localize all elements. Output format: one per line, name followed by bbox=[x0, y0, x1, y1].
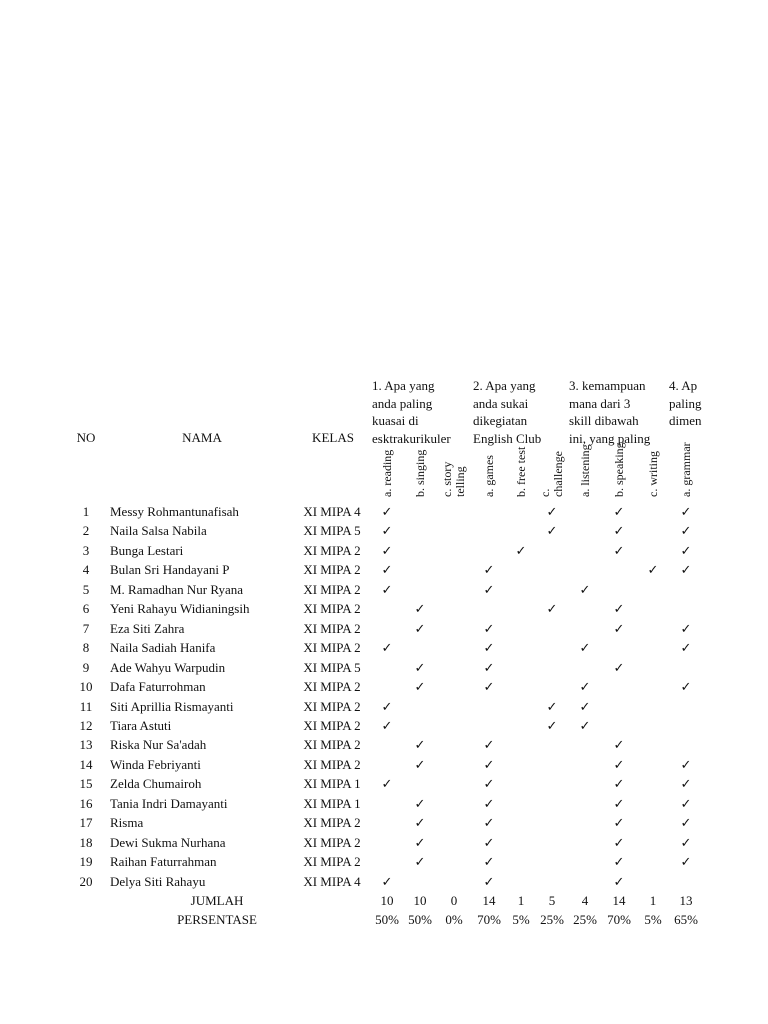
check-mark: ✓ bbox=[613, 659, 625, 675]
row-no: 17 bbox=[79, 815, 93, 831]
row-nama: Bulan Sri Handayani P bbox=[110, 562, 230, 578]
row-kelas: XI MIPA 1 bbox=[303, 795, 361, 811]
check-mark: ✓ bbox=[680, 854, 692, 870]
row-kelas: XI MIPA 2 bbox=[303, 834, 361, 850]
option-header: b. singing bbox=[412, 449, 427, 497]
row-kelas: XI MIPA 2 bbox=[303, 620, 361, 636]
check-mark: ✓ bbox=[483, 640, 495, 656]
check-mark: ✓ bbox=[579, 717, 591, 733]
check-mark: ✓ bbox=[414, 601, 426, 617]
check-mark: ✓ bbox=[414, 795, 426, 811]
check-mark: ✓ bbox=[381, 523, 393, 539]
check-mark: ✓ bbox=[613, 873, 625, 889]
row-kelas: XI MIPA 4 bbox=[303, 504, 361, 519]
jumlah-label: JUMLAH bbox=[190, 893, 244, 908]
check-mark: ✓ bbox=[483, 756, 495, 772]
check-mark: ✓ bbox=[680, 815, 692, 831]
option-header: a. grammar bbox=[678, 442, 693, 497]
header-kelas: KELAS bbox=[312, 430, 354, 445]
row-nama: Risma bbox=[110, 815, 144, 831]
row-nama: Dewi Sukma Nurhana bbox=[110, 834, 226, 850]
row-kelas: XI MIPA 2 bbox=[303, 581, 361, 597]
check-mark: ✓ bbox=[414, 834, 426, 850]
option-header: a. listening bbox=[577, 444, 592, 497]
jumlah-value: 5 bbox=[548, 893, 556, 908]
check-mark: ✓ bbox=[680, 640, 692, 656]
row-no: 18 bbox=[79, 834, 93, 850]
option-header: a. reading bbox=[379, 449, 394, 497]
check-mark: ✓ bbox=[546, 717, 558, 733]
row-no: 3 bbox=[82, 542, 90, 558]
check-mark: ✓ bbox=[381, 581, 393, 597]
jumlah-value: 1 bbox=[649, 893, 657, 908]
persentase-value: 5% bbox=[512, 912, 530, 928]
check-mark: ✓ bbox=[579, 698, 591, 714]
check-mark: ✓ bbox=[483, 873, 495, 889]
check-mark: ✓ bbox=[680, 795, 692, 811]
row-no: 5 bbox=[82, 581, 90, 597]
row-kelas: XI MIPA 5 bbox=[303, 659, 361, 675]
row-no: 4 bbox=[82, 562, 90, 578]
check-mark: ✓ bbox=[680, 562, 692, 578]
question-header-q2: English Club bbox=[473, 430, 542, 446]
row-kelas: XI MIPA 2 bbox=[303, 717, 361, 733]
check-mark: ✓ bbox=[680, 523, 692, 539]
option-header: a. games bbox=[481, 455, 496, 497]
check-mark: ✓ bbox=[613, 542, 625, 558]
question-header-q1: anda paling bbox=[372, 395, 433, 411]
check-mark: ✓ bbox=[483, 795, 495, 811]
check-mark: ✓ bbox=[414, 679, 426, 695]
check-mark: ✓ bbox=[613, 523, 625, 539]
option-header: telling bbox=[453, 466, 467, 497]
row-nama: Zelda Chumairoh bbox=[110, 776, 202, 792]
question-header-q1: kuasai di bbox=[372, 413, 419, 428]
check-mark: ✓ bbox=[381, 542, 393, 558]
persentase-value: 70% bbox=[477, 912, 501, 928]
question-header-q1: 1. Apa yang bbox=[372, 378, 435, 393]
question-header-q3: mana dari 3 bbox=[569, 395, 631, 411]
check-mark: ✓ bbox=[381, 873, 393, 889]
row-nama: Naila Sadiah Hanifa bbox=[110, 640, 216, 656]
option-header: c. writing bbox=[645, 451, 660, 497]
question-header-q3: 3. kemampuan bbox=[569, 378, 646, 393]
check-mark: ✓ bbox=[414, 815, 426, 831]
row-kelas: XI MIPA 2 bbox=[303, 698, 361, 714]
row-no: 13 bbox=[79, 737, 93, 753]
row-kelas: XI MIPA 1 bbox=[303, 776, 361, 792]
check-mark: ✓ bbox=[613, 601, 625, 617]
check-mark: ✓ bbox=[381, 640, 393, 656]
row-kelas: XI MIPA 2 bbox=[303, 562, 361, 578]
check-mark: ✓ bbox=[483, 834, 495, 850]
row-kelas: XI MIPA 2 bbox=[303, 756, 361, 772]
row-no: 6 bbox=[82, 601, 90, 617]
jumlah-value: 1 bbox=[517, 893, 525, 908]
row-nama: Winda Febriyanti bbox=[110, 756, 201, 772]
row-kelas: XI MIPA 2 bbox=[303, 640, 361, 656]
check-mark: ✓ bbox=[579, 679, 591, 695]
persentase-value: 25% bbox=[573, 912, 597, 928]
row-no: 2 bbox=[82, 523, 90, 539]
row-no: 19 bbox=[79, 854, 93, 870]
persentase-value: 50% bbox=[375, 912, 399, 928]
header-nama: NAMA bbox=[182, 430, 222, 445]
row-nama: Raihan Faturrahman bbox=[110, 854, 217, 870]
check-mark: ✓ bbox=[546, 504, 558, 519]
jumlah-value: 4 bbox=[581, 893, 589, 908]
row-no: 9 bbox=[82, 659, 90, 675]
check-mark: ✓ bbox=[613, 834, 625, 850]
question-header-q3: ini, yang paling bbox=[569, 430, 651, 446]
check-mark: ✓ bbox=[515, 542, 527, 558]
option-header: challenge bbox=[551, 451, 565, 497]
check-mark: ✓ bbox=[680, 504, 692, 519]
row-nama: Ade Wahyu Warpudin bbox=[110, 659, 226, 675]
row-nama: Yeni Rahayu Widianingsih bbox=[110, 601, 250, 617]
check-mark: ✓ bbox=[613, 776, 625, 792]
check-mark: ✓ bbox=[483, 737, 495, 753]
row-no: 8 bbox=[82, 640, 90, 656]
check-mark: ✓ bbox=[414, 659, 426, 675]
jumlah-value: 10 bbox=[413, 893, 427, 908]
row-nama: M. Ramadhan Nur Ryana bbox=[110, 581, 244, 597]
check-mark: ✓ bbox=[483, 581, 495, 597]
row-no: 15 bbox=[79, 776, 93, 792]
check-mark: ✓ bbox=[579, 640, 591, 656]
persentase-label: PERSENTASE bbox=[177, 912, 257, 928]
jumlah-value: 13 bbox=[679, 893, 693, 908]
row-no: 12 bbox=[79, 717, 93, 733]
row-nama: Naila Salsa Nabila bbox=[110, 523, 207, 539]
check-mark: ✓ bbox=[381, 776, 393, 792]
check-mark: ✓ bbox=[680, 620, 692, 636]
question-header-q4: dimen bbox=[669, 413, 702, 428]
question-header-q2: dikegiatan bbox=[473, 413, 528, 428]
row-kelas: XI MIPA 2 bbox=[303, 542, 361, 558]
row-nama: Delya Siti Rahayu bbox=[110, 873, 206, 889]
check-mark: ✓ bbox=[613, 815, 625, 831]
check-mark: ✓ bbox=[483, 854, 495, 870]
check-mark: ✓ bbox=[381, 562, 393, 578]
option-header: c. story bbox=[440, 461, 454, 497]
row-nama: Siti Aprillia Rismayanti bbox=[110, 698, 234, 714]
check-mark: ✓ bbox=[546, 601, 558, 617]
check-mark: ✓ bbox=[613, 756, 625, 772]
question-header-q3: skill dibawah bbox=[569, 413, 639, 428]
jumlah-value: 14 bbox=[482, 893, 496, 908]
row-no: 1 bbox=[82, 504, 90, 519]
check-mark: ✓ bbox=[680, 679, 692, 695]
check-mark: ✓ bbox=[613, 620, 625, 636]
jumlah-value: 10 bbox=[380, 893, 394, 908]
option-header: b. speaking bbox=[611, 442, 626, 497]
row-kelas: XI MIPA 2 bbox=[303, 815, 361, 831]
question-header-q4: 4. Ap bbox=[669, 378, 698, 393]
row-kelas: XI MIPA 2 bbox=[303, 737, 361, 753]
check-mark: ✓ bbox=[483, 562, 495, 578]
question-header-q2: anda sukai bbox=[473, 395, 529, 411]
check-mark: ✓ bbox=[414, 620, 426, 636]
check-mark: ✓ bbox=[483, 776, 495, 792]
question-header-q2: 2. Apa yang bbox=[473, 378, 536, 393]
check-mark: ✓ bbox=[680, 776, 692, 792]
check-mark: ✓ bbox=[483, 679, 495, 695]
check-mark: ✓ bbox=[546, 698, 558, 714]
row-kelas: XI MIPA 5 bbox=[303, 523, 361, 539]
row-nama: Eza Siti Zahra bbox=[110, 620, 185, 636]
check-mark: ✓ bbox=[546, 523, 558, 539]
check-mark: ✓ bbox=[680, 756, 692, 772]
row-kelas: XI MIPA 4 bbox=[303, 873, 361, 889]
row-nama: Riska Nur Sa'adah bbox=[110, 737, 207, 753]
check-mark: ✓ bbox=[414, 854, 426, 870]
check-mark: ✓ bbox=[483, 620, 495, 636]
check-mark: ✓ bbox=[613, 737, 625, 753]
jumlah-value: 14 bbox=[612, 893, 626, 908]
jumlah-value: 0 bbox=[450, 893, 458, 908]
row-nama: Tania Indri Damayanti bbox=[110, 795, 228, 811]
check-mark: ✓ bbox=[483, 659, 495, 675]
check-mark: ✓ bbox=[381, 717, 393, 733]
check-mark: ✓ bbox=[579, 581, 591, 597]
row-kelas: XI MIPA 2 bbox=[303, 854, 361, 870]
check-mark: ✓ bbox=[381, 698, 393, 714]
row-nama: Tiara Astuti bbox=[110, 717, 172, 733]
option-header: c. bbox=[538, 488, 552, 497]
persentase-value: 50% bbox=[408, 912, 432, 928]
row-kelas: XI MIPA 2 bbox=[303, 679, 361, 695]
persentase-value: 5% bbox=[644, 912, 662, 928]
persentase-value: 70% bbox=[607, 912, 631, 928]
check-mark: ✓ bbox=[414, 737, 426, 753]
check-mark: ✓ bbox=[647, 562, 659, 578]
row-no: 20 bbox=[79, 873, 93, 889]
check-mark: ✓ bbox=[613, 854, 625, 870]
persentase-value: 65% bbox=[674, 912, 698, 928]
row-kelas: XI MIPA 2 bbox=[303, 601, 361, 617]
check-mark: ✓ bbox=[680, 834, 692, 850]
row-nama: Messy Rohmantunafisah bbox=[110, 504, 239, 519]
check-mark: ✓ bbox=[381, 504, 393, 519]
question-header-q1: esktrakurikuler bbox=[372, 430, 451, 446]
check-mark: ✓ bbox=[414, 756, 426, 772]
check-mark: ✓ bbox=[483, 815, 495, 831]
check-mark: ✓ bbox=[613, 795, 625, 811]
row-no: 16 bbox=[79, 795, 93, 811]
row-no: 7 bbox=[82, 620, 90, 636]
question-header-q4: paling bbox=[669, 395, 702, 411]
check-mark: ✓ bbox=[680, 542, 692, 558]
header-no: NO bbox=[76, 430, 96, 445]
row-no: 11 bbox=[79, 698, 93, 714]
row-nama: Dafa Faturrohman bbox=[110, 679, 206, 695]
check-mark: ✓ bbox=[613, 504, 625, 519]
row-no: 14 bbox=[79, 756, 93, 772]
persentase-value: 25% bbox=[540, 912, 564, 928]
persentase-value: 0% bbox=[445, 912, 463, 928]
row-no: 10 bbox=[79, 679, 93, 695]
option-header: b. free test bbox=[513, 446, 528, 497]
row-nama: Bunga Lestari bbox=[110, 542, 184, 558]
